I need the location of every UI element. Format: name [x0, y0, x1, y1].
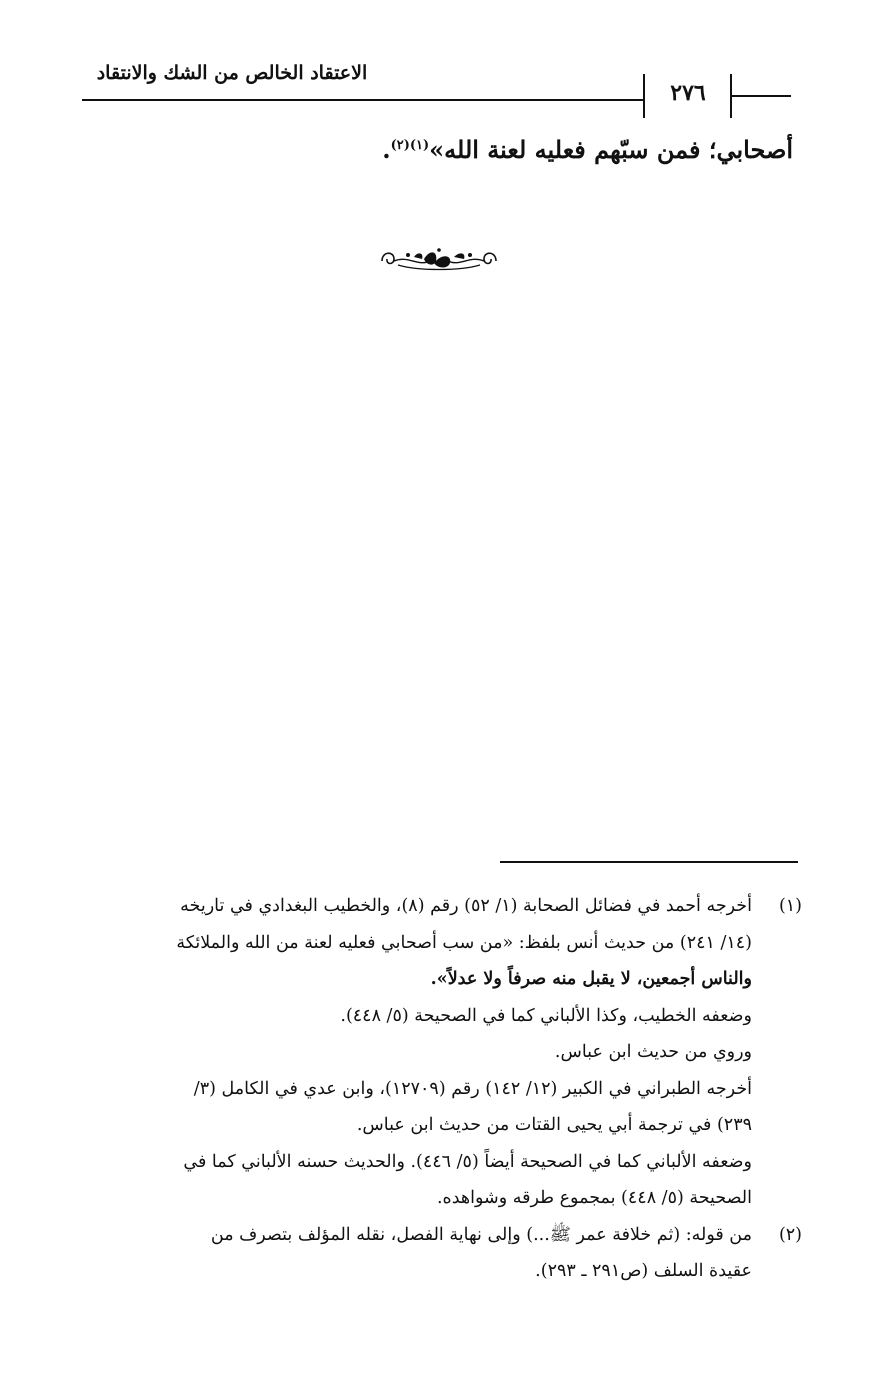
main-text-end: . [382, 135, 391, 164]
floral-ornament-icon [378, 241, 500, 277]
footnote-separator [500, 861, 798, 863]
footnote-line: والناس أجمعين، لا يقبل منه صرفاً ولا عدلاً». [430, 969, 752, 989]
header-divider-left [643, 74, 645, 118]
header-rule [82, 99, 645, 101]
footnote-line: (١٤/ ٢٤١) من حديث أنس بلفظ: «من سب أصحابي فعليه لعنة من الله والملائكة [176, 932, 752, 953]
running-header-title: الاعتقاد الخالص من الشك والانتقاد [96, 62, 368, 84]
footnote-number: (٢) [778, 1224, 802, 1245]
footnote-1 [82, 888, 802, 1217]
footnote-line: أخرجه أحمد في فضائل الصحابة (١/ ٥٢) رقم (٨)، والخطيب البغدادي في تاريخه [180, 896, 752, 916]
footnote-number: (١) [778, 896, 802, 916]
footnote-line: وضعفه الألباني كما في الصحيحة أيضاً (٥/ ٤٤٦). والحديث حسنه الألباني كما في [183, 1151, 752, 1172]
footnote-line: عقيدة السلف (ص٢٩١ ـ ٢٩٣). [535, 1261, 752, 1281]
footnote-refs: (١)(٢) [390, 138, 430, 153]
footnote-line: أخرجه الطبراني في الكبير (١٢/ ١٤٢) رقم (١٢٧٠٩)، وابن عدي في الكامل (٣/ [193, 1078, 752, 1099]
footnote-line: وضعفه الخطيب، وكذا الألباني كما في الصحيحة (٥/ ٤٤٨). [340, 1005, 752, 1026]
footnote-line: من قوله: (ثم خلافة عمر ﷺ...) وإلى نهاية الفصل، نقله المؤلف بتصرف من [210, 1224, 752, 1245]
header-rule-right [731, 95, 791, 97]
main-text: أصحابي؛ فمن سبّهم فعليه لعنة الله» [429, 135, 793, 164]
main-text-line [93, 135, 793, 164]
footnote-line: وروي من حديث ابن عباس. [554, 1042, 752, 1062]
footnote-line: الصحيحة (٥/ ٤٤٨) بمجموع طرقه وشواهده. [436, 1188, 752, 1208]
footnote-2 [82, 1217, 802, 1290]
footnote-line: ٢٣٩) في ترجمة أبي يحيى القتات من حديث ابن عباس. [356, 1115, 752, 1135]
page-number: ٢٧٦ [670, 80, 706, 106]
footnotes [82, 888, 802, 1290]
